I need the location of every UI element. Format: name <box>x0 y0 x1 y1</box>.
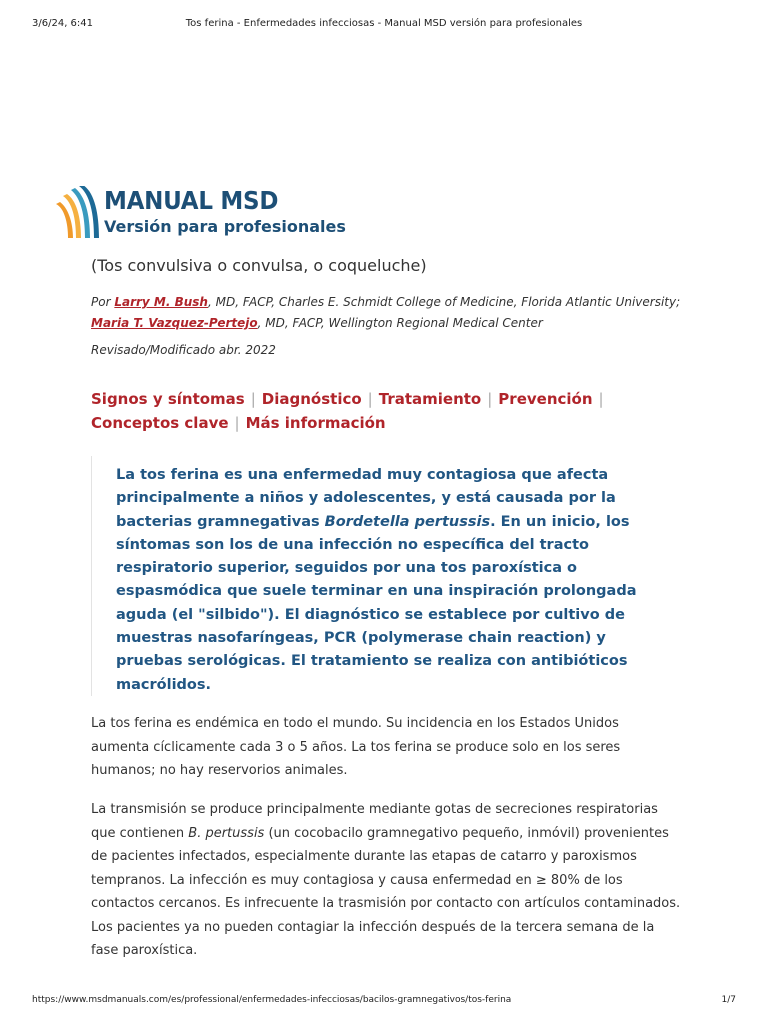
nav-separator: | <box>234 414 240 432</box>
msd-logo-icon <box>54 186 102 242</box>
author-link-vazquez[interactable]: Maria T. Vazquez-Pertejo <box>91 316 258 330</box>
p2-part-b: (un cocobacilo gramnegativo pequeño, inmóvil) provenientes de pacientes infectados, especialmente durante las etapas de catarro y paroxismos tempranos. La infección es muy contagiosa y causa enfermedad en ≥ 80% de los contactos cercanos. Es infrecuente la trasmisión por contacto con artículos contaminados. Los pacientes ya no pueden contagiar la infección después de la tercera semana de la fase paroxística. <box>91 825 681 958</box>
nav-tratamiento[interactable]: Tratamiento <box>378 390 482 408</box>
nav-signos[interactable]: Signos y síntomas <box>91 390 245 408</box>
nav-separator: | <box>598 390 604 408</box>
summary-part2: . En un inicio, los síntomas son los de una infección no específica del tracto respiratorio superior, seguidos por una tos paroxística o espasmódica que suele terminar en una inspiración prolongada aguda (el "silbido"). El diagnóstico se establece por cultivo de muestras nasofaríngeas, PCR (polymerase chain reaction) y pruebas serológicas. El tratamiento se realiza con antibióticos macrólidos. <box>116 513 637 693</box>
nav-prevencion[interactable]: Prevención <box>498 390 593 408</box>
paragraph-epidemiology: La tos ferina es endémica en todo el mundo. Su incidencia en los Estados Unidos aumenta cíclicamente cada 3 o 5 años. La tos ferina se produce solo en los seres humanos; no hay reservorios animales. <box>91 716 621 778</box>
brand-tagline: Versión para profesionales <box>104 217 346 236</box>
brand-name: MANUAL MSD <box>104 186 279 215</box>
nav-separator: | <box>250 390 256 408</box>
revised-date: Revisado/Modificado abr. 2022 <box>91 343 276 357</box>
author-affiliation-vazquez: , MD, FACP, Wellington Regional Medical Center <box>257 316 543 330</box>
nav-mas-informacion[interactable]: Más información <box>245 414 386 432</box>
paragraph-transmission <box>91 798 681 963</box>
print-title: Tos ferina - Enfermedades infecciosas - Manual MSD versión para profesionales <box>185 18 583 29</box>
page-subtitle: (Tos convulsiva o convulsa, o coqueluche) <box>91 256 427 275</box>
summary-organism: Bordetella pertussis <box>324 513 491 530</box>
section-nav <box>91 387 681 435</box>
author-link-bush[interactable]: Larry M. Bush <box>114 295 208 309</box>
summary-box <box>91 456 672 696</box>
nav-diagnostico[interactable]: Diagnóstico <box>261 390 362 408</box>
print-url: https://www.msdmanuals.com/es/professional/enfermedades-infecciosas/bacilos-gramnegativos/tos-ferina <box>32 995 512 1005</box>
nav-separator: | <box>487 390 493 408</box>
print-date: 3/6/24, 6:41 <box>32 18 94 29</box>
by-label: Por <box>91 295 111 309</box>
summary-text <box>116 464 656 697</box>
nav-separator: | <box>367 390 373 408</box>
summary-part1: La tos ferina es una enfermedad muy contagiosa que afecta principalmente a niños y adolescentes, y está causada por la bacterias gramnegativas <box>116 467 616 530</box>
author-affiliation-bush: , MD, FACP, Charles E. Schmidt College of Medicine, Florida Atlantic University; <box>207 295 681 309</box>
print-page-number: 1/7 <box>721 995 736 1005</box>
p2-part-a: La transmisión se produce principalmente mediante gotas de secreciones respiratorias que contienen <box>91 802 658 841</box>
p2-organism: B. pertussis <box>188 825 265 841</box>
authors-block <box>91 292 681 334</box>
nav-conceptos-clave[interactable]: Conceptos clave <box>91 414 229 432</box>
